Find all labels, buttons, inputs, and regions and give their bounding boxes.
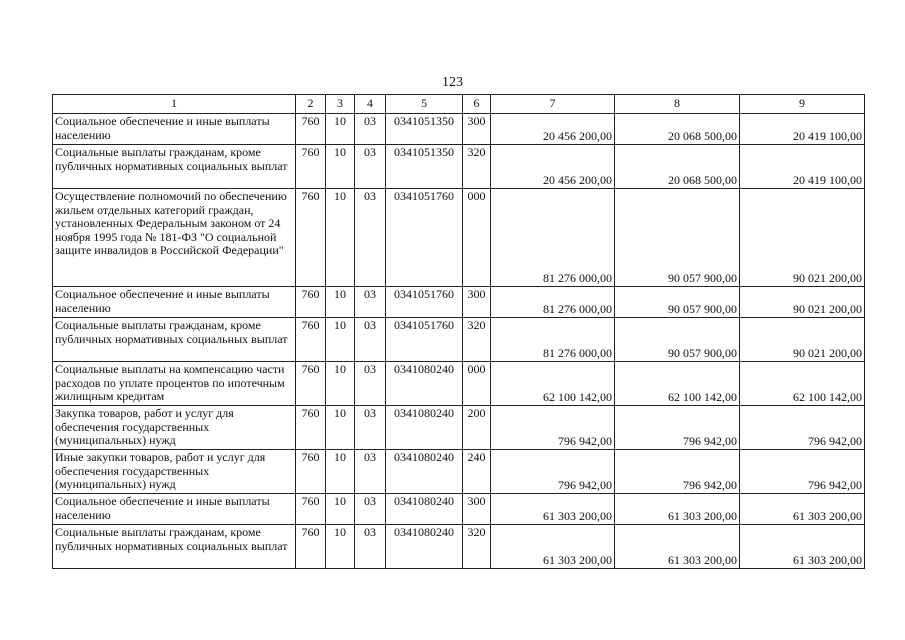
table-row — [53, 318, 865, 362]
amount-cell: 61 303 200,00 — [615, 494, 740, 525]
amount-cell: 20 419 100,00 — [740, 145, 865, 189]
code-cell: 03 — [355, 525, 386, 569]
expense-name-cell: Социальное обеспечение и иные выплаты населению — [53, 114, 296, 145]
amount-cell: 81 276 000,00 — [491, 318, 615, 362]
amount-cell: 90 021 200,00 — [740, 189, 865, 287]
header-cell: 4 — [355, 95, 386, 114]
table-row — [53, 450, 865, 494]
table-row — [53, 494, 865, 525]
amount-cell: 62 100 142,00 — [740, 362, 865, 406]
header-cell: 7 — [491, 95, 615, 114]
header-row — [53, 95, 865, 114]
code-cell: 10 — [326, 145, 355, 189]
amount-cell: 62 100 142,00 — [491, 362, 615, 406]
amount-cell: 61 303 200,00 — [491, 494, 615, 525]
code-cell: 760 — [296, 189, 326, 287]
header-cell: 9 — [740, 95, 865, 114]
code-cell: 03 — [355, 406, 386, 450]
code-cell: 000 — [463, 362, 491, 406]
header-cell: 6 — [463, 95, 491, 114]
code-cell: 760 — [296, 362, 326, 406]
code-cell: 0341051350 — [386, 114, 463, 145]
code-cell: 760 — [296, 525, 326, 569]
header-cell: 3 — [326, 95, 355, 114]
header-cell: 1 — [53, 95, 296, 114]
table-row — [53, 287, 865, 318]
table-body — [53, 114, 865, 569]
code-cell: 10 — [326, 114, 355, 145]
expense-name-cell: Социальное обеспечение и иные выплаты населению — [53, 494, 296, 525]
amount-cell: 61 303 200,00 — [740, 525, 865, 569]
code-cell: 300 — [463, 114, 491, 145]
amount-cell: 90 057 900,00 — [615, 287, 740, 318]
code-cell: 320 — [463, 525, 491, 569]
code-cell: 10 — [326, 287, 355, 318]
amount-cell: 90 021 200,00 — [740, 318, 865, 362]
code-cell: 0341080240 — [386, 450, 463, 494]
code-cell: 760 — [296, 287, 326, 318]
code-cell: 760 — [296, 145, 326, 189]
code-cell: 03 — [355, 287, 386, 318]
code-cell: 000 — [463, 189, 491, 287]
code-cell: 03 — [355, 450, 386, 494]
table-row — [53, 114, 865, 145]
expense-name-cell: Социальные выплаты гражданам, кроме публичных нормативных социальных выплат — [53, 318, 296, 362]
code-cell: 0341080240 — [386, 525, 463, 569]
amount-cell: 61 303 200,00 — [491, 525, 615, 569]
code-cell: 10 — [326, 525, 355, 569]
expense-name-cell: Иные закупки товаров, работ и услуг для обеспечения государственных (муниципальных) нужд — [53, 450, 296, 494]
code-cell: 320 — [463, 145, 491, 189]
table-row — [53, 525, 865, 569]
amount-cell: 62 100 142,00 — [615, 362, 740, 406]
budget-table — [52, 94, 865, 569]
code-cell: 10 — [326, 406, 355, 450]
code-cell: 760 — [296, 406, 326, 450]
amount-cell: 20 456 200,00 — [491, 145, 615, 189]
header-cell: 8 — [615, 95, 740, 114]
code-cell: 200 — [463, 406, 491, 450]
code-cell: 300 — [463, 287, 491, 318]
amount-cell: 20 419 100,00 — [740, 114, 865, 145]
code-cell: 03 — [355, 145, 386, 189]
table-row — [53, 189, 865, 287]
header-cell: 2 — [296, 95, 326, 114]
code-cell: 03 — [355, 189, 386, 287]
expense-name-cell: Осуществление полномочий по обеспечению жильем отдельных категорий граждан, установленных Федеральным законом от 24 ноября 1995 года № 181-ФЗ "О социальной защите инвалидов в Российской Федерации" — [53, 189, 296, 287]
amount-cell: 796 942,00 — [491, 406, 615, 450]
code-cell: 03 — [355, 114, 386, 145]
amount-cell: 20 456 200,00 — [491, 114, 615, 145]
amount-cell: 61 303 200,00 — [615, 525, 740, 569]
code-cell: 300 — [463, 494, 491, 525]
code-cell: 760 — [296, 450, 326, 494]
amount-cell: 20 068 500,00 — [615, 145, 740, 189]
table-row — [53, 362, 865, 406]
code-cell: 320 — [463, 318, 491, 362]
amount-cell: 90 057 900,00 — [615, 189, 740, 287]
code-cell: 03 — [355, 362, 386, 406]
code-cell: 760 — [296, 114, 326, 145]
expense-name-cell: Закупка товаров, работ и услуг для обеспечения государственных (муниципальных) нужд — [53, 406, 296, 450]
code-cell: 240 — [463, 450, 491, 494]
amount-cell: 81 276 000,00 — [491, 287, 615, 318]
code-cell: 0341051760 — [386, 318, 463, 362]
code-cell: 10 — [326, 318, 355, 362]
code-cell: 10 — [326, 189, 355, 287]
code-cell: 03 — [355, 494, 386, 525]
code-cell: 0341080240 — [386, 406, 463, 450]
code-cell: 0341051760 — [386, 189, 463, 287]
table-row — [53, 145, 865, 189]
code-cell: 760 — [296, 494, 326, 525]
amount-cell: 61 303 200,00 — [740, 494, 865, 525]
amount-cell: 796 942,00 — [615, 450, 740, 494]
code-cell: 10 — [326, 450, 355, 494]
amount-cell: 90 021 200,00 — [740, 287, 865, 318]
amount-cell: 81 276 000,00 — [491, 189, 615, 287]
code-cell: 0341051760 — [386, 287, 463, 318]
header-cell: 5 — [386, 95, 463, 114]
amount-cell: 796 942,00 — [491, 450, 615, 494]
expense-name-cell: Социальные выплаты на компенсацию части расходов по уплате процентов по ипотечным жилищным кредитам — [53, 362, 296, 406]
expense-name-cell: Социальные выплаты гражданам, кроме публичных нормативных социальных выплат — [53, 145, 296, 189]
code-cell: 10 — [326, 494, 355, 525]
amount-cell: 796 942,00 — [740, 450, 865, 494]
code-cell: 760 — [296, 318, 326, 362]
code-cell: 03 — [355, 318, 386, 362]
amount-cell: 90 057 900,00 — [615, 318, 740, 362]
expense-name-cell: Социальное обеспечение и иные выплаты населению — [53, 287, 296, 318]
code-cell: 10 — [326, 362, 355, 406]
page-number: 123 — [442, 75, 463, 90]
amount-cell: 796 942,00 — [740, 406, 865, 450]
table-row — [53, 406, 865, 450]
code-cell: 0341080240 — [386, 494, 463, 525]
expense-name-cell: Социальные выплаты гражданам, кроме публичных нормативных социальных выплат — [53, 525, 296, 569]
amount-cell: 20 068 500,00 — [615, 114, 740, 145]
amount-cell: 796 942,00 — [615, 406, 740, 450]
code-cell: 0341080240 — [386, 362, 463, 406]
code-cell: 0341051350 — [386, 145, 463, 189]
